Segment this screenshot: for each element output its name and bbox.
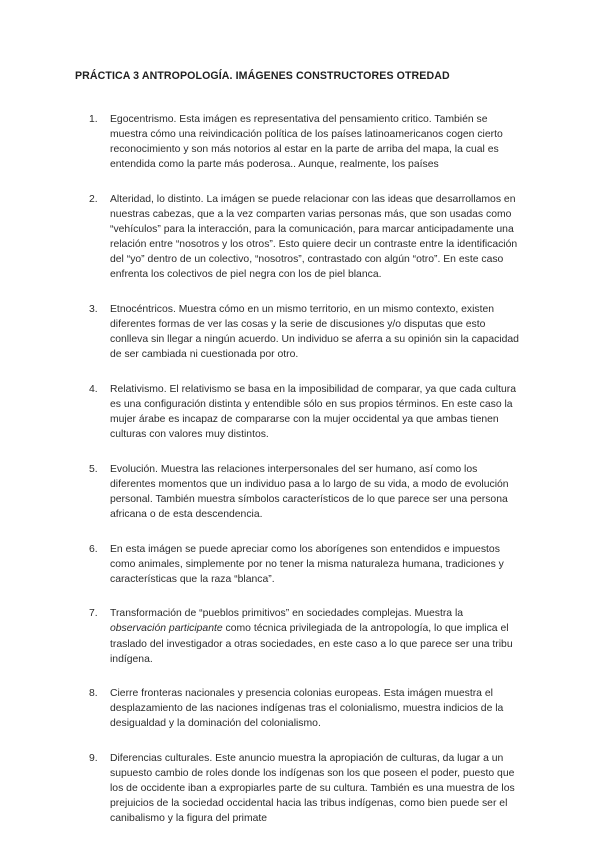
- list-item: [75, 462, 520, 522]
- list-item: [75, 542, 520, 587]
- list-item: [75, 192, 520, 283]
- list-item-text: [110, 608, 513, 664]
- list-item-text: Etnocéntricos. Muestra cómo en un mismo territorio, en un mismo contexto, existen diferentes formas de ver las cosas y la serie de discusiones y/o disputas que esto conlleva sin llegar a ningún acuerdo. Un individuo se aferra a su opinión sin la capacidad de ser cambiada ni cuestionada por otro.: [110, 303, 519, 361]
- list-item-number: 7.: [89, 608, 98, 620]
- list-item: [75, 751, 520, 826]
- list-item-text: En esta imágen se puede apreciar como los aborígenes son entendidos e impuestos como animales, simplemente por no tener la misma naturaleza humana, tradiciones y características que la raza “blanca”.: [110, 543, 504, 585]
- list-item-text: Evolución. Muestra las relaciones interpersonales del ser humano, así como los diferentes momentos que un individuo pasa a lo largo de su vida, a modo de evolución personal. También muestra símbolos característicos de lo que parece ser una persona africana o de esta descendencia.: [110, 463, 509, 520]
- list-item-number: 2.: [89, 193, 98, 205]
- list-item: [75, 112, 520, 172]
- list-item-text-start: Transformación de “pueblos primitivos” en sociedades complejas. Muestra la: [110, 608, 464, 620]
- list-item: [75, 302, 520, 362]
- list-item-number: 9.: [89, 753, 98, 764]
- list-item-number: 5.: [89, 463, 98, 475]
- list-item-text: Diferencias culturales. Este anuncio muestra la apropiación de culturas, da lugar a un supuesto cambio de roles donde los indígenas son los que poseen el poder, puesto que los de occidente iban a expropiarles parte de su cultura. También es una muestra de los prejuicios de la sociedad occidental hacia las tribus indígenas, como bien puede ser el canibalismo y la figura del primate: [110, 753, 515, 825]
- list-item-number: 8.: [89, 688, 98, 700]
- list-item-number: 3.: [89, 303, 98, 315]
- list-item-text: Egocentrismo. Esta imágen es representativa del pensamiento critico. También se muestra cómo una reivindicación política de los países latinoamericanos cogen cierto reconocimiento y son más notorios al estar en la parte de arriba del mapa, la cual es entendida como la parte más poderosa.. Aunque, realmente, los países: [110, 114, 503, 171]
- list-item-text-end: como técnica privilegiada de la antropología, lo que implica el traslado del investigador a otras sociedades, en este caso a lo que parece ser una tribu indígena.: [110, 623, 513, 665]
- list-item-number: 6.: [89, 543, 98, 555]
- practice-list: [75, 112, 520, 826]
- italic-term: observación participante: [110, 623, 223, 635]
- list-item: [75, 382, 520, 442]
- list-item-number: 1.: [89, 114, 98, 125]
- list-item-text: Relativismo. El relativismo se basa en la imposibilidad de comparar, ya que cada cultura es una configuración distinta y entendible sólo en sus propios términos. En este caso la mujer árabe es incapaz de compararse con la mujer occidental ya que ambas tienen culturas con valores muy distintos.: [110, 383, 517, 441]
- list-item: [75, 606, 520, 666]
- document-title: PRÁCTICA 3 ANTROPOLOGÍA. IMÁGENES CONSTRUCTORES OTREDAD: [75, 70, 450, 82]
- list-item-number: 4.: [89, 383, 98, 395]
- list-item-text: Alteridad, lo distinto. La imágen se puede relacionar con las ideas que desarrollamos en nuestras cabezas, que a la vez comparten varias personas más, que son usadas como “vehículos” para la interacción, para la comunicación, para marcar anticipadamente una relación entre “nosotros y los otros”. Esto quiere decir un contraste entre la identificación del “yo” dentro de un colectivo, “nosotros”, contrastado con algún “otro”. En este caso enfrenta los colectivos de piel negra con los de piel blanca.: [110, 193, 518, 281]
- list-item-text: Cierre fronteras nacionales y presencia colonias europeas. Esta imágen muestra el desplazamiento de las naciones indígenas tras el colonialismo, muestra indicios de la desigualdad y la dominación del colonialismo.: [110, 688, 504, 730]
- list-item: [75, 686, 520, 731]
